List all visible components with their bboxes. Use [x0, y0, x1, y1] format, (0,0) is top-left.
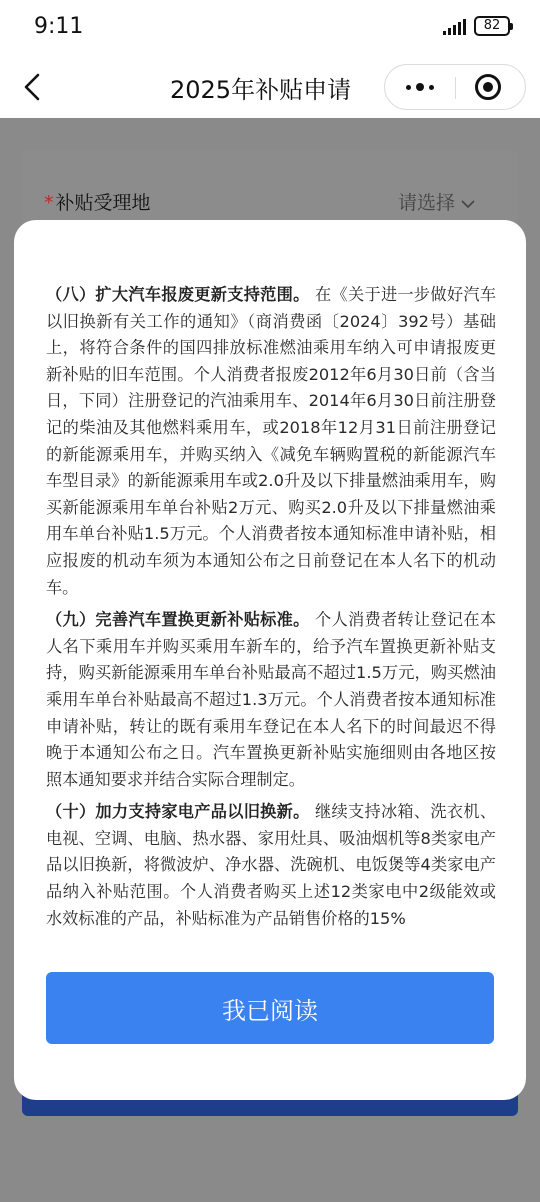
more-dots-icon — [406, 85, 411, 90]
policy-notice-modal — [14, 220, 526, 1100]
capsule-divider — [455, 77, 456, 99]
policy-paragraph — [46, 282, 496, 601]
policy-text-scroll[interactable] — [46, 282, 496, 928]
paragraph-body: 在《关于进一步做好汽车以旧换新有关工作的通知》（商消费函〔2024〕392号）基础上，将符合条件的国四排放标准燃油乘用车纳入可申请报废更新补贴的旧车范围。个人消费者报废2012年6月30日前（含当日，下同）注册登记的汽油乘用车、2014年6月30日前注册登记的柴油及其他燃料乘用车，或2018年12月31日前注册登记的新能源乘用车，并购买纳入《减免车辆购置税的新能源汽车车型目录》的新能源乘用车或2.0升及以下排量燃油乘用车，购买新能源乘用车单台补贴2万元、购买2.0升及以下排量燃油乘用车单台补贴1.5万元。个人消费者按本通知标准申请补贴，相应报废的机动车须为本通知公布之日前登记在本人名下的机动车。 — [46, 285, 496, 597]
location-select-value: 请选择 — [398, 192, 456, 214]
battery-icon — [474, 16, 510, 36]
chevron-left-icon — [23, 73, 41, 101]
location-label — [44, 188, 151, 215]
mini-program-capsule — [384, 64, 526, 110]
paragraph-heading: （九）完善汽车置换更新补贴标准。 — [46, 610, 310, 630]
location-select[interactable] — [398, 188, 475, 215]
policy-paragraph — [46, 799, 496, 928]
paragraph-body: 继续支持冰箱、洗衣机、电视、空调、电脑、热水器、家用灶具、吸油烟机等8类家电产品以旧换新，将微波炉、净水器、洗碗机、电饭煲等4类家电产品纳入补贴范围。个人消费者购买上述12类家电中2级能效或水效标准的产品，补贴标准为产品销售价格的15% — [46, 802, 496, 928]
more-dots-icon-right — [429, 85, 434, 90]
more-button[interactable] — [385, 65, 455, 109]
page-title: 2025年补贴申请 — [170, 76, 352, 104]
paragraph-heading: （八）扩大汽车报废更新支持范围。 — [46, 285, 310, 304]
battery-level: 82 — [483, 18, 501, 33]
confirm-read-button[interactable]: 我已阅读 — [46, 972, 494, 1044]
close-mini-program-icon[interactable] — [475, 74, 501, 100]
status-time: 9:11 — [34, 14, 84, 39]
nav-bar — [0, 56, 540, 118]
required-mark: * — [44, 192, 54, 214]
back-button[interactable] — [14, 68, 50, 106]
more-dots-icon-center — [416, 83, 424, 91]
paragraph-body: 个人消费者转让登记在本人名下乘用车并购买乘用车新车的，给予汽车置换更新补贴支持，购买新能源乘用车单台补贴最高不超过1.5万元，购买燃油乘用车单台补贴最高不超过1.3万元。个人消费者按本通知标准申请补贴，转让的既有乘用车登记在本人名下的时间最迟不得晚于本通知公布之日。汽车置换更新补贴实施细则由各地区按照本通知要求并结合实际合理制定。 — [46, 610, 496, 789]
paragraph-heading: （十）加力支持家电产品以旧换新。 — [46, 802, 310, 822]
location-label-text: 补贴受理地 — [55, 192, 151, 214]
policy-paragraph — [46, 607, 496, 793]
signal-icon — [443, 17, 466, 35]
chevron-down-icon — [461, 199, 475, 209]
status-indicators — [443, 16, 510, 36]
status-bar — [0, 0, 540, 56]
